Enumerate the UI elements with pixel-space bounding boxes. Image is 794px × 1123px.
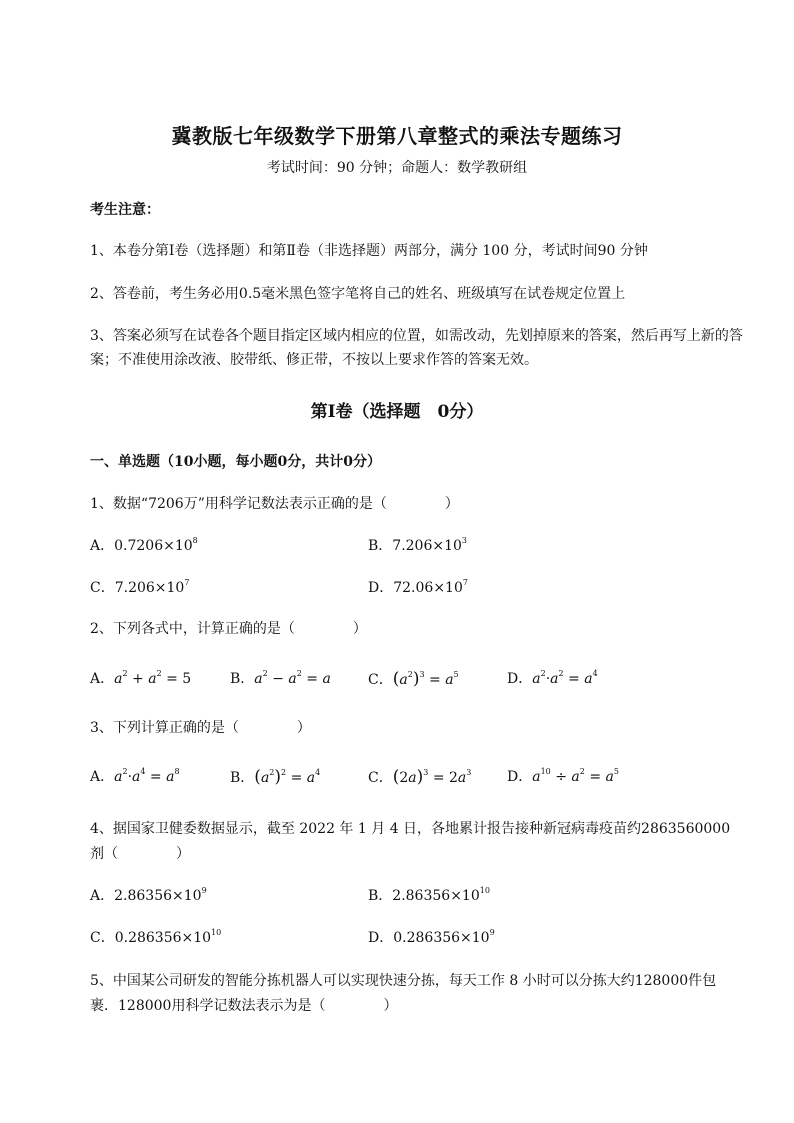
question-4-stem-line1: 4、据国家卫健委数据显示，截至 2022 年 1 月 4 日，各地累计报告接种新冠病毒疫苗约2863560000 — [90, 821, 731, 837]
q1-option-b[interactable]: B．$7.206\times 10^3$ — [368, 536, 468, 554]
notice-item-3: 3、答案必须写在试卷各个题目指定区域内相应的位置，如需改动，先划掉原来的答案，然后再写上新的答案；不准使用涂改液、胶带纸、修正带，不按以上要求作答的答案无效。 — [90, 328, 743, 368]
q3-option-b[interactable]: B．$(a^2)^2 = a^4$ — [230, 767, 321, 787]
q2-option-b[interactable]: B．$a^2 - a^2 = a$ — [230, 669, 331, 687]
q3-option-a-formula: $a^2\cdot a^4 = a^8$ — [114, 767, 180, 785]
q3-option-d[interactable]: D．$a^{10} \div a^2 = a^5$ — [507, 767, 619, 785]
question-1-stem: 1、数据“7206万”用科学记数法表示正确的是（ ） — [90, 496, 459, 512]
q2-option-d[interactable]: D．$a^2\cdot a^2 = a^4$ — [507, 669, 598, 687]
q3-option-a[interactable]: A．$a^2\cdot a^4 = a^8$ — [90, 767, 180, 785]
q2-option-a-formula: $a^2 + a^2 = 5$ — [114, 669, 192, 687]
q4-option-b[interactable]: B．$2.86356\times 10^{10}$ — [368, 886, 490, 904]
q2-option-d-formula: $a^2\cdot a^2 = a^4$ — [532, 669, 598, 687]
notice-heading: 考生注意： — [90, 202, 160, 218]
page-subtitle: 考试时间：90 分钟；命题人：数学教研组 — [266, 160, 528, 176]
q1-option-c[interactable]: C．$7.206\times 10^7$ — [90, 578, 190, 596]
q3-option-b-formula: $(a^2)^2 = a^4$ — [254, 767, 321, 787]
q4-option-d[interactable]: D．$0.286356\times 10^9$ — [368, 928, 495, 946]
q3-option-d-formula: $a^{10} \div a^2 = a^5$ — [532, 767, 619, 785]
q2-option-b-formula: $a^2 - a^2 = a$ — [254, 669, 331, 687]
section-title: 第Ⅰ卷（选择题 0分） — [310, 402, 484, 422]
q2-option-c[interactable]: C．$(a^2)^3 = a^5$ — [368, 669, 459, 689]
part-heading: 一、单选题（10小题，每小题0分，共计0分） — [90, 454, 381, 470]
q4-option-c[interactable]: C．$0.286356\times 10^{10}$ — [90, 928, 222, 946]
q2-option-c-formula: $(a^2)^3 = a^5$ — [392, 669, 459, 689]
question-5-stem-line2: 裹．128000用科学记数法表示为是（ ） — [90, 998, 398, 1014]
q1-option-d[interactable]: D．$72.06\times 10^7$ — [368, 578, 468, 596]
notice-item-2: 2、答卷前，考生务必用0.5毫米黑色签字笔将自己的姓名、班级填写在试卷规定位置上 — [90, 286, 626, 302]
page-title: 冀教版七年级数学下册第八章整式的乘法专题练习 — [171, 124, 623, 148]
q3-option-c-formula: $(2a)^3 = 2a^3$ — [392, 767, 472, 787]
question-5-stem-line1: 5、中国某公司研发的智能分拣机器人可以实现快速分拣，每天工作 8 小时可以分拣大约128000件包 — [90, 973, 717, 989]
question-2-stem: 2、下列各式中，计算正确的是（ ） — [90, 621, 367, 637]
question-3-stem: 3、下列计算正确的是（ ） — [90, 720, 311, 736]
q2-option-a[interactable]: A．$a^2 + a^2 = 5$ — [90, 669, 192, 687]
q4-option-a[interactable]: A．$2.86356\times 10^9$ — [90, 886, 207, 904]
q1-option-a[interactable]: A．$0.7206\times 10^8$ — [90, 536, 198, 554]
question-4-stem-line2: 剂（ ） — [90, 846, 190, 862]
q3-option-c[interactable]: C．$(2a)^3 = 2a^3$ — [368, 767, 472, 787]
notice-item-1: 1、本卷分第Ⅰ卷（选择题）和第Ⅱ卷（非选择题）两部分，满分 100 分，考试时间90 分钟 — [90, 243, 648, 259]
